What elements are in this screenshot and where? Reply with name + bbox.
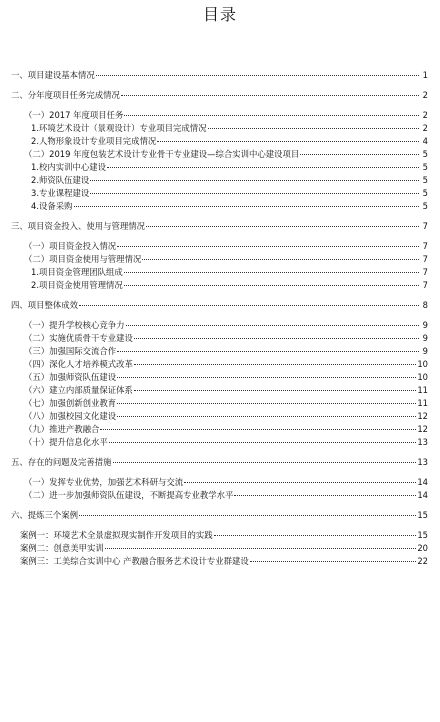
dot-leader bbox=[79, 305, 419, 306]
toc-entry-page-number: 5 bbox=[422, 162, 428, 172]
toc-entry-page-number: 1 bbox=[422, 70, 428, 80]
toc-entry-page-number: 5 bbox=[422, 201, 428, 211]
toc-entry-page-number: 7 bbox=[422, 254, 428, 264]
toc-entry-label: （三）加强国际交流合作 bbox=[24, 346, 117, 356]
toc-entry-page-number: 15 bbox=[417, 530, 428, 540]
toc-entry-page-number: 8 bbox=[422, 300, 428, 310]
toc-entry-label: 4.设备采购 bbox=[31, 201, 73, 211]
dot-leader bbox=[117, 246, 419, 247]
dot-leader bbox=[142, 259, 419, 260]
toc-entry-page-number: 13 bbox=[417, 457, 428, 467]
toc-entry bbox=[0, 556, 440, 566]
toc-entry bbox=[0, 201, 440, 211]
dot-leader bbox=[117, 377, 416, 378]
toc-entry-label: 六、提炼三个案例 bbox=[11, 510, 78, 520]
toc-entry bbox=[0, 110, 440, 120]
toc-entry bbox=[0, 424, 440, 434]
toc-entry bbox=[0, 457, 440, 467]
toc-entry bbox=[0, 300, 440, 310]
dot-leader bbox=[124, 285, 419, 286]
toc-entry bbox=[0, 437, 440, 447]
toc-entry-page-number: 7 bbox=[422, 241, 428, 251]
dot-leader bbox=[117, 403, 416, 404]
toc-entry bbox=[0, 372, 440, 382]
toc-entry-label: （二）进一步加强师资队伍建设，不断提高专业教学水平 bbox=[24, 490, 234, 500]
toc-entry-label: （一）2017 年度项目任务 bbox=[24, 110, 124, 120]
page-title: 目录 bbox=[202, 5, 237, 24]
toc-entry bbox=[0, 162, 440, 172]
toc-entry-label: 四、项目整体成效 bbox=[11, 300, 78, 310]
toc-entry-label: （五）加强师资队伍建设 bbox=[24, 372, 117, 382]
dot-leader bbox=[90, 180, 419, 181]
toc-entry bbox=[0, 149, 440, 159]
toc-entry-label: （一）发挥专业优势，加强艺术科研与交流 bbox=[24, 477, 184, 487]
dot-leader bbox=[117, 351, 419, 352]
toc-entry bbox=[0, 280, 440, 290]
toc-entry-label: 2.项目资金使用管理情况 bbox=[31, 280, 123, 290]
toc-entry bbox=[0, 530, 440, 540]
dot-leader bbox=[124, 115, 419, 116]
toc-entry-page-number: 12 bbox=[417, 424, 428, 434]
toc-entry-label: 五、存在的问题及完善措施 bbox=[11, 457, 112, 467]
toc-entry bbox=[0, 320, 440, 330]
toc-entry-label: 1.校内实训中心建设 bbox=[31, 162, 106, 172]
toc-entry bbox=[0, 136, 440, 146]
toc-entry-page-number: 7 bbox=[422, 221, 428, 231]
toc-entry bbox=[0, 70, 440, 80]
toc-entry-label: 1.项目资金管理团队组成 bbox=[31, 267, 123, 277]
toc-entry-label: （九）推进产教融合 bbox=[24, 424, 100, 434]
toc-entry bbox=[0, 333, 440, 343]
toc-entry-page-number: 9 bbox=[422, 346, 428, 356]
toc-entry-page-number: 15 bbox=[417, 510, 428, 520]
dot-leader bbox=[79, 515, 416, 516]
toc-entry-page-number: 20 bbox=[417, 543, 428, 553]
table-of-contents bbox=[0, 70, 440, 566]
dot-leader bbox=[107, 167, 419, 168]
dot-leader bbox=[146, 226, 419, 227]
toc-entry-page-number: 5 bbox=[422, 188, 428, 198]
dot-leader bbox=[300, 154, 419, 155]
toc-entry-label: （二）2019 年度包装艺术设计专业骨干专业建设—综合实训中心建设项目 bbox=[24, 149, 300, 159]
toc-entry bbox=[0, 346, 440, 356]
dot-leader bbox=[109, 442, 417, 443]
toc-entry bbox=[0, 188, 440, 198]
dot-leader bbox=[234, 495, 416, 496]
toc-entry bbox=[0, 241, 440, 251]
toc-entry-page-number: 2 bbox=[422, 90, 428, 100]
dot-leader bbox=[96, 75, 419, 76]
dot-leader bbox=[157, 141, 419, 142]
dot-leader bbox=[121, 95, 419, 96]
toc-entry-label: 案例一：环境艺术全景虚拟现实制作开发项目的实践 bbox=[20, 530, 213, 540]
toc-entry bbox=[0, 359, 440, 369]
dot-leader bbox=[90, 193, 419, 194]
toc-entry-label: 2.人物形象设计专业项目完成情况 bbox=[31, 136, 157, 146]
toc-entry bbox=[0, 123, 440, 133]
dot-leader bbox=[124, 272, 419, 273]
toc-entry-label: 三、项目资金投入、使用与管理情况 bbox=[11, 221, 145, 231]
toc-entry-label: （四）深化人才培养模式改革 bbox=[24, 359, 133, 369]
toc-entry-page-number: 10 bbox=[417, 372, 428, 382]
dot-leader bbox=[100, 429, 416, 430]
dot-leader bbox=[134, 338, 419, 339]
dot-leader bbox=[126, 325, 420, 326]
toc-entry-label: 案例二：创意美甲实训 bbox=[20, 543, 104, 553]
toc-entry bbox=[0, 90, 440, 100]
dot-leader bbox=[74, 206, 420, 207]
toc-entry-label: 1.环境艺术设计（景观设计）专业项目完成情况 bbox=[31, 123, 207, 133]
toc-entry-label: 2.师资队伍建设 bbox=[31, 175, 90, 185]
toc-entry-label: （一）项目资金投入情况 bbox=[24, 241, 117, 251]
toc-entry-label: （六）建立内部质量保证体系 bbox=[24, 385, 133, 395]
toc-entry bbox=[0, 477, 440, 487]
toc-entry bbox=[0, 543, 440, 553]
toc-entry bbox=[0, 254, 440, 264]
dot-leader bbox=[214, 535, 417, 536]
dot-leader bbox=[208, 128, 420, 129]
toc-entry-page-number: 22 bbox=[417, 556, 428, 566]
toc-entry-label: （二）项目资金使用与管理情况 bbox=[24, 254, 142, 264]
toc-entry bbox=[0, 411, 440, 421]
toc-entry bbox=[0, 398, 440, 408]
dot-leader bbox=[250, 561, 417, 562]
dot-leader bbox=[113, 462, 417, 463]
toc-entry bbox=[0, 221, 440, 231]
dot-leader bbox=[134, 390, 416, 391]
dot-leader bbox=[184, 482, 416, 483]
toc-entry-page-number: 5 bbox=[422, 149, 428, 159]
toc-entry-page-number: 14 bbox=[417, 490, 428, 500]
toc-entry-page-number: 11 bbox=[417, 385, 428, 395]
toc-entry bbox=[0, 510, 440, 520]
toc-entry-page-number: 7 bbox=[422, 280, 428, 290]
toc-entry-page-number: 11 bbox=[417, 398, 428, 408]
toc-entry-page-number: 4 bbox=[422, 136, 428, 146]
toc-entry-label: 二、分年度项目任务完成情况 bbox=[11, 90, 120, 100]
toc-entry-label: 3.专业课程建设 bbox=[31, 188, 90, 198]
toc-entry-page-number: 13 bbox=[417, 437, 428, 447]
toc-entry-label: （二）实施优质骨干专业建设 bbox=[24, 333, 133, 343]
toc-entry-label: 一、项目建设基本情况 bbox=[11, 70, 95, 80]
toc-entry-label: （一）提升学校核心竞争力 bbox=[24, 320, 125, 330]
toc-entry-page-number: 2 bbox=[422, 110, 428, 120]
toc-entry-label: 案例三：工美综合实训中心 产教融合服务艺术设计专业群建设 bbox=[20, 556, 249, 566]
toc-entry-page-number: 12 bbox=[417, 411, 428, 421]
toc-entry-page-number: 7 bbox=[422, 267, 428, 277]
toc-entry-page-number: 14 bbox=[417, 477, 428, 487]
toc-entry-label: （八）加强校园文化建设 bbox=[24, 411, 117, 421]
toc-entry-page-number: 10 bbox=[417, 359, 428, 369]
toc-entry bbox=[0, 385, 440, 395]
toc-entry-label: （十）提升信息化水平 bbox=[24, 437, 108, 447]
toc-entry bbox=[0, 490, 440, 500]
toc-entry-label: （七）加强创新创业教育 bbox=[24, 398, 117, 408]
toc-entry bbox=[0, 267, 440, 277]
toc-entry-page-number: 9 bbox=[422, 333, 428, 343]
dot-leader bbox=[117, 416, 416, 417]
toc-entry bbox=[0, 175, 440, 185]
toc-entry-page-number: 2 bbox=[422, 123, 428, 133]
toc-entry-page-number: 9 bbox=[422, 320, 428, 330]
dot-leader bbox=[134, 364, 416, 365]
toc-entry-page-number: 5 bbox=[422, 175, 428, 185]
dot-leader bbox=[105, 548, 417, 549]
